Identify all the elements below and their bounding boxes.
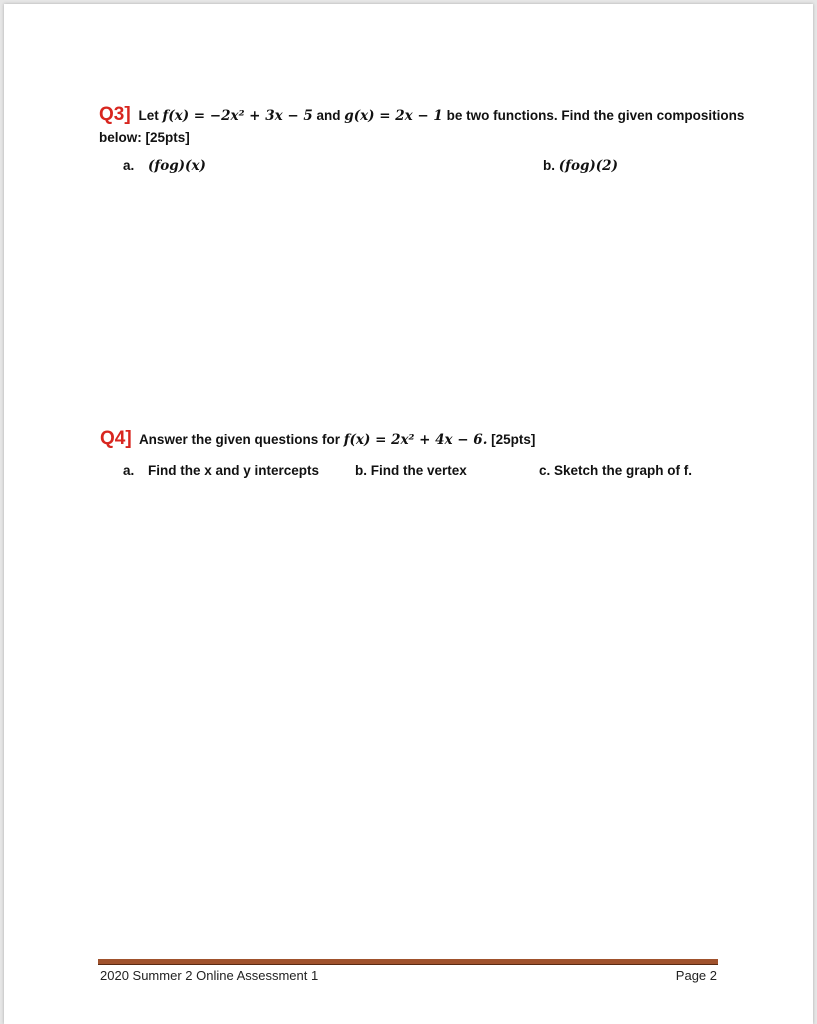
question-3-let: Let: [138, 108, 159, 123]
question-4: [100, 428, 535, 450]
question-3-and: and: [316, 108, 341, 123]
question-3-number: Q3]: [99, 104, 131, 125]
question-4-part-b: [355, 463, 467, 478]
footer-title: 2020 Summer 2 Online Assessment 1: [100, 968, 319, 983]
question-4-part-a: [123, 463, 319, 478]
question-4-text: Answer the given questions for: [138, 432, 340, 447]
question-3-text: be two functions. Find the given compositions: [446, 108, 745, 123]
part-b-label: b.: [543, 158, 555, 173]
part-c-label: c.: [539, 463, 551, 478]
document-page: [4, 4, 813, 1024]
part-a-expression: (fog)(x): [148, 158, 206, 174]
question-3-part-a: [123, 158, 206, 174]
question-4-number: Q4]: [100, 428, 132, 449]
page-number: Page 2: [675, 968, 717, 983]
part-a-label: a.: [123, 463, 135, 478]
part-b-text: Find the vertex: [370, 463, 467, 478]
question-3: [99, 104, 744, 126]
part-b-expression: (fog)(2): [558, 158, 618, 174]
part-b-label: b.: [355, 463, 367, 478]
question-3-part-b: [543, 158, 618, 174]
question-4-points: [25pts]: [491, 432, 536, 447]
question-3-g-expression: g(x) = 2x − 1: [344, 108, 443, 124]
part-a-text: Find the x and y intercepts: [148, 463, 320, 478]
question-3-f-expression: f(x) = −2x² + 3x − 5: [162, 108, 313, 124]
question-3-line2: below: [25pts]: [99, 130, 190, 145]
question-4-f-expression: f(x) = 2x² + 4x − 6.: [343, 432, 488, 448]
part-a-label: a.: [123, 158, 135, 173]
part-c-text: Sketch the graph of f.: [554, 463, 693, 478]
question-4-part-c: [539, 463, 692, 478]
footer-rule: [98, 959, 718, 965]
